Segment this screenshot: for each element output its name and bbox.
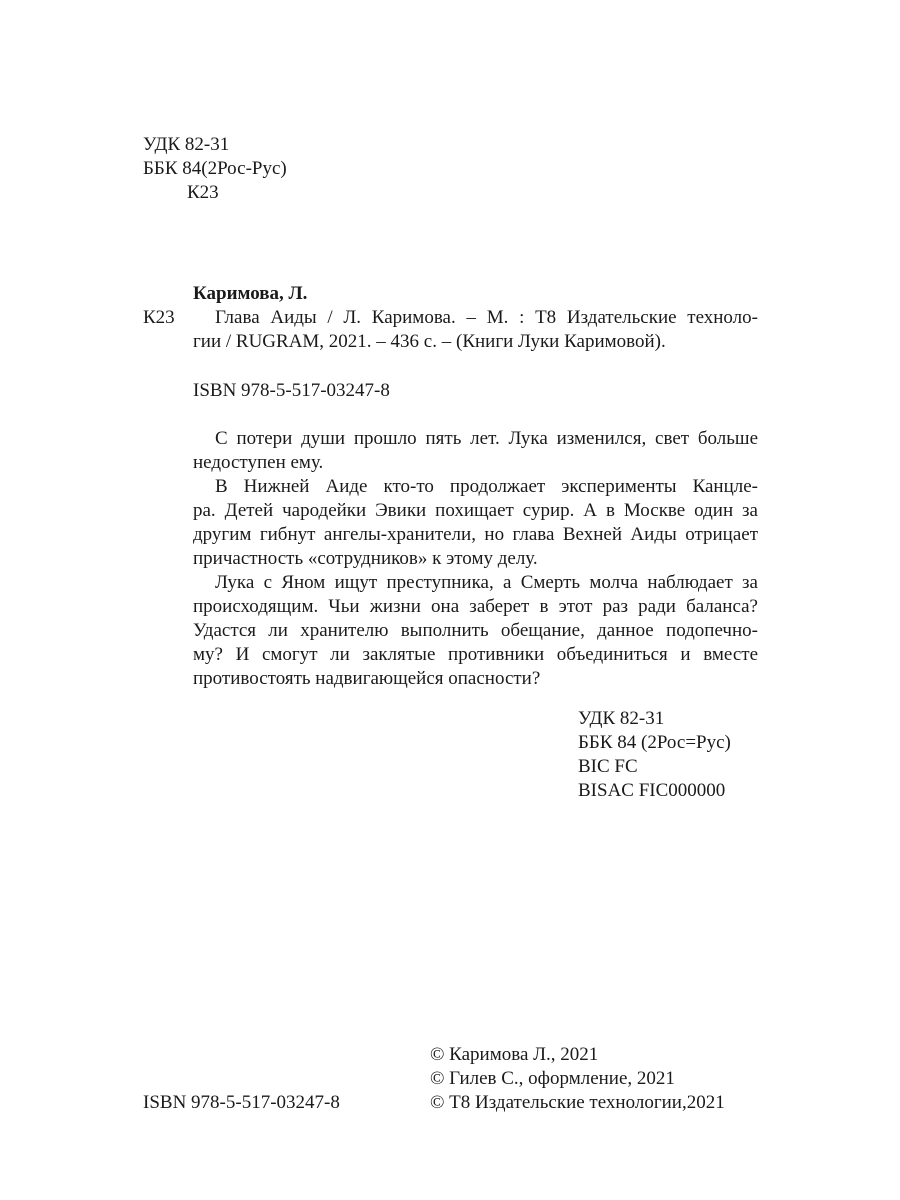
classification-bic: BIC FC (578, 756, 638, 777)
annotation-line: противостоять надвигающейся опасности? (193, 668, 541, 689)
copyright-author: © Каримова Л., 2021 (430, 1044, 599, 1065)
top-codes (143, 133, 287, 205)
annotation-line: Лука с Яном ищут преступника, а Смерть молча наблюдает за (215, 572, 758, 593)
bibliographic-description-line: Глава Аиды / Л. Каримова. – М. : Т8 Издательские техноло- (215, 307, 758, 328)
annotation-line: Удастся ли хранителю выполнить обещание, данное подопечно- (193, 620, 758, 641)
classification-udk: УДК 82-31 (578, 708, 665, 729)
bibliographic-description-line: гии / RUGRAM, 2021. – 436 с. – (Книги Луки Каримовой). (193, 331, 666, 352)
bibliographic-isbn: ISBN 978-5-517-03247-8 (193, 380, 390, 401)
copyright-design: © Гилев С., оформление, 2021 (430, 1068, 675, 1089)
classification-bbk: ББК 84 (2Рос=Рус) (578, 732, 731, 753)
annotation-line: другим гибнут ангелы-хранители, но глава Вехней Аиды отрицает (193, 524, 758, 545)
annotation-line: ра. Детей чародейки Эвики похищает сурир. А в Москве один за (193, 500, 758, 521)
annotation-paragraph-3 (193, 571, 758, 691)
annotation-line: причастность «сотрудников» к этому делу. (193, 548, 538, 569)
top-bbk: ББК 84(2Рос-Рус) (143, 158, 287, 179)
annotation-paragraph-2 (193, 475, 758, 571)
bibliographic-description (193, 306, 758, 354)
annotation-line: недоступен ему. (193, 452, 324, 473)
annotation-paragraph-1 (193, 427, 758, 475)
annotation-line: В Нижней Аиде кто-то продолжает эксперименты Канцле- (215, 476, 758, 497)
annotation-line: происходящим. Чьи жизни она заберет в этот раз ради баланса? (193, 596, 758, 617)
bibliographic-author: Каримова, Л. (193, 283, 308, 304)
classification-bisac: BISAC FIC000000 (578, 780, 726, 801)
bibliographic-author-mark: К23 (143, 307, 175, 328)
top-udk: УДК 82-31 (143, 134, 230, 155)
footer-isbn: ISBN 978-5-517-03247-8 (143, 1092, 340, 1113)
classification-block (578, 707, 731, 803)
annotation-line: С потери души прошло пять лет. Лука изменился, свет больше (215, 428, 758, 449)
top-author-mark: К23 (187, 182, 219, 203)
annotation-line: му? И смогут ли заклятые противники объединиться и вместе (193, 644, 758, 665)
copyright-publisher: © Т8 Издательские технологии,2021 (430, 1092, 725, 1113)
copyright-block (430, 1043, 725, 1115)
